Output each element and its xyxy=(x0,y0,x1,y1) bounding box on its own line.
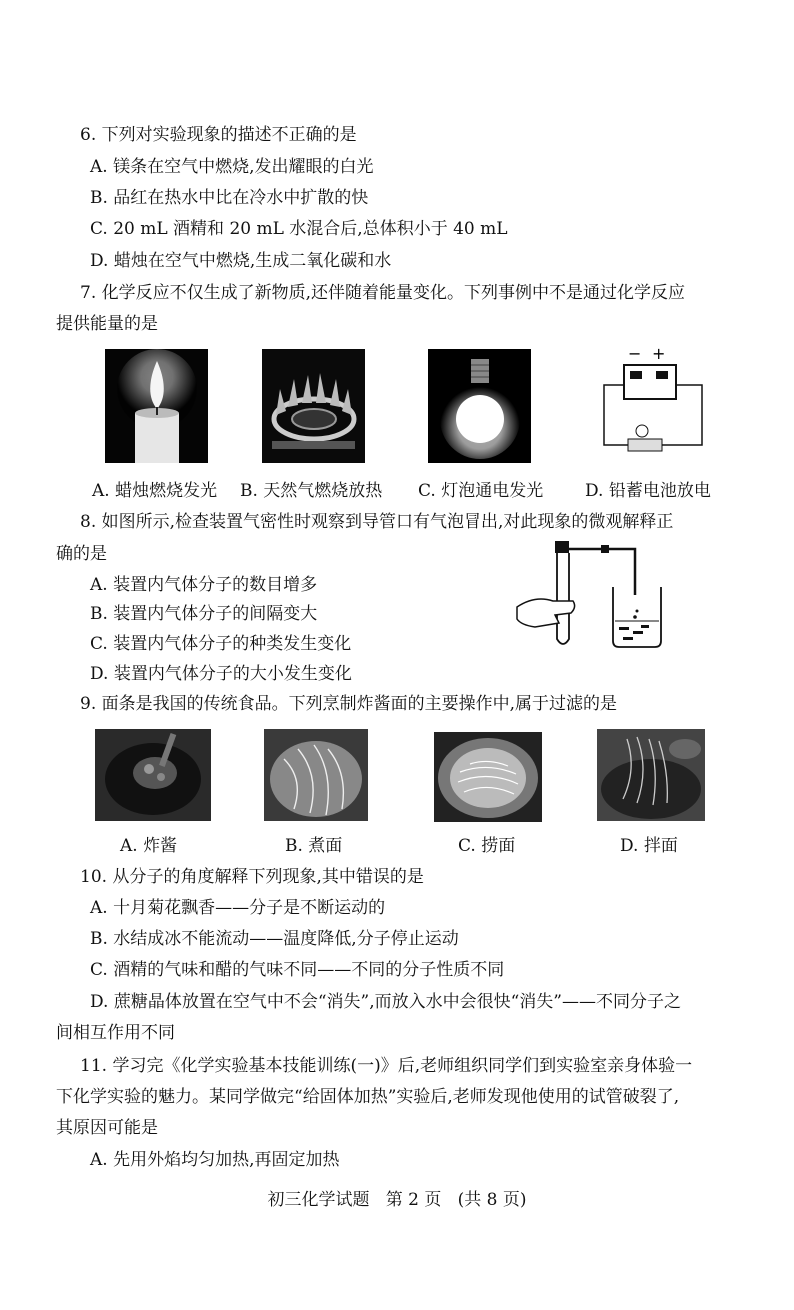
q11-stem-line3: 其原因可能是 xyxy=(56,1118,158,1138)
q10-option-b: B. 水结成冰不能流动——温度降低,分子停止运动 xyxy=(90,929,459,949)
q6-option-c: C. 20 mL 酒精和 20 mL 水混合后,总体积小于 40 mL xyxy=(90,219,508,239)
page-footer: 初三化学试题 第 2 页 (共 8 页) xyxy=(267,1190,527,1210)
q7-caption-c: C. 灯泡通电发光 xyxy=(418,481,544,501)
q10-option-d-continued: 间相互作用不同 xyxy=(56,1023,175,1043)
lead-battery-circuit-diagram xyxy=(590,345,712,463)
q10-option-a: A. 十月菊花飘香——分子是不断运动的 xyxy=(90,898,386,918)
q7-caption-a: A. 蜡烛燃烧发光 xyxy=(92,481,218,501)
q11-option-a: A. 先用外焰均匀加热,再固定加热 xyxy=(90,1150,340,1170)
q8-stem-line1: 8. 如图所示,检查装置气密性时观察到导管口有气泡冒出,对此现象的微观解释正 xyxy=(80,512,674,532)
battery-plus-label: + xyxy=(652,345,666,363)
q9-stem: 9. 面条是我国的传统食品。下列烹制炸酱面的主要操作中,属于过滤的是 xyxy=(80,694,618,714)
mixing-noodles-photo xyxy=(597,729,705,821)
q11-stem-line1: 11. 学习完《化学实验基本技能训练(一)》后,老师组织同学们到实验室亲身体验一 xyxy=(80,1056,693,1076)
candle-photo xyxy=(105,349,208,463)
q6-option-a: A. 镁条在空气中燃烧,发出耀眼的白光 xyxy=(90,157,374,177)
q8-option-d: D. 装置内气体分子的大小发生变化 xyxy=(90,664,352,684)
gas-burner-photo xyxy=(262,349,365,463)
q8-option-a: A. 装置内气体分子的数目增多 xyxy=(90,575,318,595)
q6-stem: 6. 下列对实验现象的描述不正确的是 xyxy=(80,125,357,145)
q6-option-b: B. 品红在热水中比在冷水中扩散的快 xyxy=(90,188,369,208)
q6-option-d: D. 蜡烛在空气中燃烧,生成二氧化碳和水 xyxy=(90,251,392,271)
boiling-noodles-photo xyxy=(264,729,368,821)
q8-stem-line2: 确的是 xyxy=(56,544,107,564)
airtightness-apparatus-diagram xyxy=(515,535,695,655)
q11-stem-line2: 下化学实验的魅力。某同学做完“给固体加热”实验后,老师发现他使用的试管破裂了, xyxy=(56,1087,680,1107)
q10-option-d: D. 蔗糖晶体放置在空气中不会“消失”,而放入水中会很快“消失”——不同分子之 xyxy=(90,992,681,1012)
q7-caption-d: D. 铅蓄电池放电 xyxy=(585,481,711,501)
q10-option-c: C. 酒精的气味和醋的气味不同——不同的分子性质不同 xyxy=(90,960,505,980)
q9-caption-d: D. 拌面 xyxy=(620,836,678,856)
q9-caption-a: A. 炸酱 xyxy=(120,836,178,856)
q7-caption-b: B. 天然气燃烧放热 xyxy=(240,481,383,501)
battery-minus-label: − xyxy=(628,345,642,363)
q9-caption-c: C. 捞面 xyxy=(458,836,516,856)
light-bulb-photo xyxy=(428,349,531,463)
q9-caption-b: B. 煮面 xyxy=(285,836,343,856)
q7-stem-line1: 7. 化学反应不仅生成了新物质,还伴随着能量变化。下列事例中不是通过化学反应 xyxy=(80,283,686,303)
q8-option-c: C. 装置内气体分子的种类发生变化 xyxy=(90,634,352,654)
q10-stem: 10. 从分子的角度解释下列现象,其中错误的是 xyxy=(80,867,424,887)
q8-option-b: B. 装置内气体分子的间隔变大 xyxy=(90,604,318,624)
q7-stem-line2: 提供能量的是 xyxy=(56,314,158,334)
draining-noodles-photo xyxy=(434,732,542,822)
frying-sauce-photo xyxy=(95,729,211,821)
